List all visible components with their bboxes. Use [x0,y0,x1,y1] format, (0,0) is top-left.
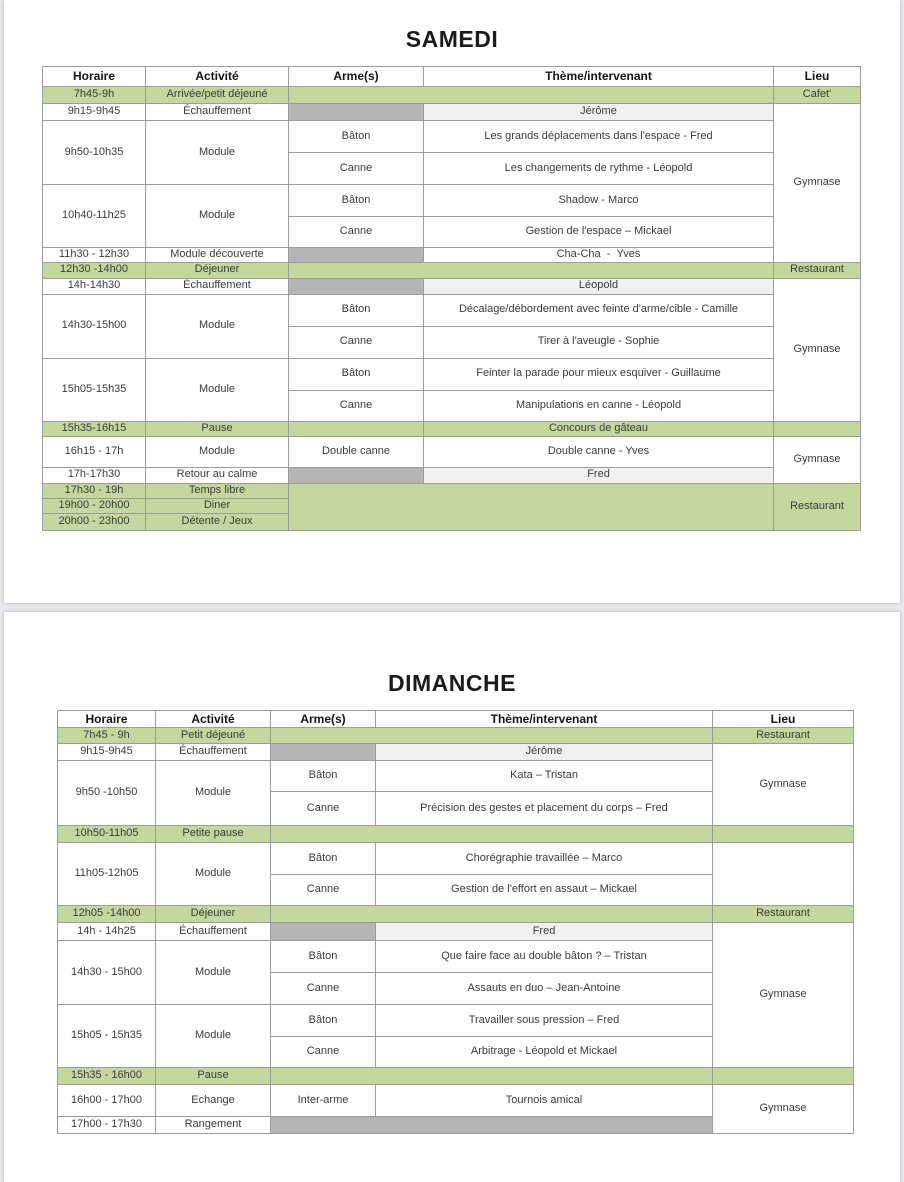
table-row [43,121,861,153]
table-cell: Concours de gâteau [424,421,774,436]
table-cell: Diner [146,498,289,513]
table-cell: 9h15-9h45 [58,744,156,761]
table-cell: Que faire face au double bâton ? – Tristan [376,941,713,973]
table-cell: 20h00 - 23h00 [43,513,146,530]
table-cell: Gestion de l'espace – Mickael [424,217,774,248]
table-row [43,483,861,498]
table-cell: Module [156,761,271,826]
table-cell: Petite pause [156,826,271,843]
table-cell: Échauffement [156,744,271,761]
table-cell: Bâton [289,185,424,217]
table-row [58,923,854,941]
table-cell: Restaurant [713,728,854,744]
day-title-samedi: SAMEDI [405,26,499,52]
table-row [58,1085,854,1117]
table-cell [271,906,713,923]
table-cell: 12h30 -14h00 [43,262,146,278]
table-cell: Restaurant [713,906,854,923]
table-cell: Canne [289,326,424,358]
table-cell: Déjeuner [146,262,289,278]
table-cell [289,248,424,263]
table-cell [271,826,713,843]
table-cell: Détente / Jeux [146,513,289,530]
table-cell: Jérôme [376,744,713,761]
table-cell: 15h35-16h15 [43,421,146,436]
table-row [58,906,854,923]
table-cell: Inter-arme [271,1085,376,1117]
table-cell: Petit déjeuné [156,728,271,744]
table-cell: Module [146,294,289,358]
table-cell: Cafet' [774,87,861,104]
table-cell: Arrivée/petit déjeuné [146,87,289,104]
table-cell: Bâton [271,941,376,973]
table-cell: Assauts en duo – Jean-Antoine [376,973,713,1005]
table-cell: 9h50 -10h50 [58,761,156,826]
table-cell: 14h30 - 15h00 [58,941,156,1005]
column-header-theme: Thème/intervenant [376,711,713,728]
table-cell: 14h-14h30 [43,278,146,294]
day-title-dimanche: DIMANCHE [388,670,516,696]
table-cell: Bâton [289,358,424,390]
table-cell: Arbitrage - Léopold et Mickael [376,1037,713,1068]
table-cell: Module [156,1005,271,1068]
table-cell [289,278,424,294]
table-cell: Manipulations en canne - Léopold [424,390,774,421]
table-cell: Kata – Tristan [376,761,713,792]
table-cell [271,923,376,941]
table-cell: Gestion de l'effort en assaut – Mickael [376,875,713,906]
table-row [58,1068,854,1085]
table-cell: Echange [156,1085,271,1117]
table-cell: 11h30 - 12h30 [43,248,146,263]
table-cell [271,728,713,744]
table-cell: 11h05-12h05 [58,843,156,906]
table-cell: Canne [271,1037,376,1068]
table-row [43,436,861,467]
column-header-lieu: Lieu [713,711,854,728]
table-cell: Bâton [289,121,424,153]
header-row [43,67,861,87]
table-cell: Temps libre [146,483,289,498]
table-row [43,358,861,390]
table-cell: Léopold [424,278,774,294]
table-row [43,248,861,263]
table-row [58,728,854,744]
table-cell: Double canne - Yves [424,436,774,467]
table-cell: Précision des gestes et placement du corps – Fred [376,792,713,826]
table-cell: 10h40-11h25 [43,185,146,248]
table-cell: Gymnase [713,744,854,826]
page-1 [4,0,900,603]
column-header-activite: Activité [146,67,289,87]
table-cell: Pause [156,1068,271,1085]
table-cell: Cha-Cha - Yves [424,248,774,263]
table-cell: Gymnase [774,436,861,483]
table-cell: Shadow - Marco [424,185,774,217]
table-cell [271,1068,713,1085]
table-cell: 14h - 14h25 [58,923,156,941]
table-cell [289,421,424,436]
table-cell: 14h30-15h00 [43,294,146,358]
table-cell: 9h50-10h35 [43,121,146,185]
table-cell: 16h15 - 17h [43,436,146,467]
column-header-arme: Arme(s) [289,67,424,87]
table-cell [289,104,424,121]
table-cell [713,826,854,843]
table-cell: Canne [271,792,376,826]
table-row [43,421,861,436]
column-header-horaire: Horaire [43,67,146,87]
table-cell: Bâton [271,761,376,792]
table-cell: Canne [289,217,424,248]
table-cell: Les changements de rythme - Léopold [424,153,774,185]
column-header-activite: Activité [156,711,271,728]
table-cell: Gymnase [774,104,861,263]
table-cell: 16h00 - 17h00 [58,1085,156,1117]
table-cell: 19h00 - 20h00 [43,498,146,513]
table-row [43,278,861,294]
table-cell: Gymnase [774,278,861,421]
table-cell: Échauffement [156,923,271,941]
table-cell [289,87,774,104]
table-cell: Gymnase [713,923,854,1068]
header-row [58,711,854,728]
table-cell: 9h15-9h45 [43,104,146,121]
table-cell: 15h05-15h35 [43,358,146,421]
table-cell [271,744,376,761]
table-cell: Restaurant [774,483,861,530]
table-cell: Déjeuner [156,906,271,923]
table-row [43,104,861,121]
table-cell: Module [146,358,289,421]
table-cell: Les grands déplacements dans l'espace - Fred [424,121,774,153]
dimanche-schedule-table [57,710,854,1134]
table-row [43,262,861,278]
table-cell: Chorégraphie travaillée – Marco [376,843,713,875]
table-cell [774,421,861,436]
table-row [43,185,861,217]
table-cell: Module [156,843,271,906]
page-2 [4,612,900,1182]
table-cell: 17h-17h30 [43,467,146,483]
table-cell [289,483,774,530]
table-cell: Rangement [156,1117,271,1134]
table-cell: Bâton [271,843,376,875]
table-cell: 12h05 -14h00 [58,906,156,923]
table-cell: Jérôme [424,104,774,121]
column-header-horaire: Horaire [58,711,156,728]
column-header-arme: Arme(s) [271,711,376,728]
table-cell: Module [146,121,289,185]
table-cell: Canne [271,973,376,1005]
table-row [58,744,854,761]
table-cell: Gymnase [713,1085,854,1134]
table-cell [713,1068,854,1085]
table-row [43,294,861,326]
table-cell: Double canne [289,436,424,467]
table-cell: Tournois amical [376,1085,713,1117]
table-cell [289,262,774,278]
table-cell: Module découverte [146,248,289,263]
table-cell: Échauffement [146,278,289,294]
table-cell [713,843,854,906]
table-cell: Bâton [271,1005,376,1037]
table-cell: Retour au calme [146,467,289,483]
table-cell: Échauffement [146,104,289,121]
column-header-lieu: Lieu [774,67,861,87]
table-cell: Module [146,185,289,248]
table-cell: 17h30 - 19h [43,483,146,498]
table-cell: Travailler sous pression – Fred [376,1005,713,1037]
table-cell [289,467,424,483]
table-cell: 7h45 - 9h [58,728,156,744]
column-header-theme: Thème/intervenant [424,67,774,87]
table-row [58,843,854,875]
table-cell: Module [156,941,271,1005]
table-cell [271,1117,713,1134]
table-cell: Pause [146,421,289,436]
table-row [58,826,854,843]
table-cell: Bâton [289,294,424,326]
table-row [43,467,861,483]
samedi-schedule-table [42,66,861,531]
table-cell: Module [146,436,289,467]
table-cell: Fred [376,923,713,941]
table-cell: Restaurant [774,262,861,278]
table-cell: Canne [289,153,424,185]
table-cell: Feinter la parade pour mieux esquiver - Guillaume [424,358,774,390]
table-cell: 10h50-11h05 [58,826,156,843]
table-row [43,87,861,104]
table-cell: Canne [289,390,424,421]
table-cell: Canne [271,875,376,906]
table-cell: Fred [424,467,774,483]
table-cell: 7h45-9h [43,87,146,104]
table-cell: Décalage/débordement avec feinte d'arme/cible - Camille [424,294,774,326]
table-cell: Tirer à l'aveugle - Sophie [424,326,774,358]
table-cell: 15h35 - 16h00 [58,1068,156,1085]
table-cell: 17h00 - 17h30 [58,1117,156,1134]
table-cell: 15h05 - 15h35 [58,1005,156,1068]
